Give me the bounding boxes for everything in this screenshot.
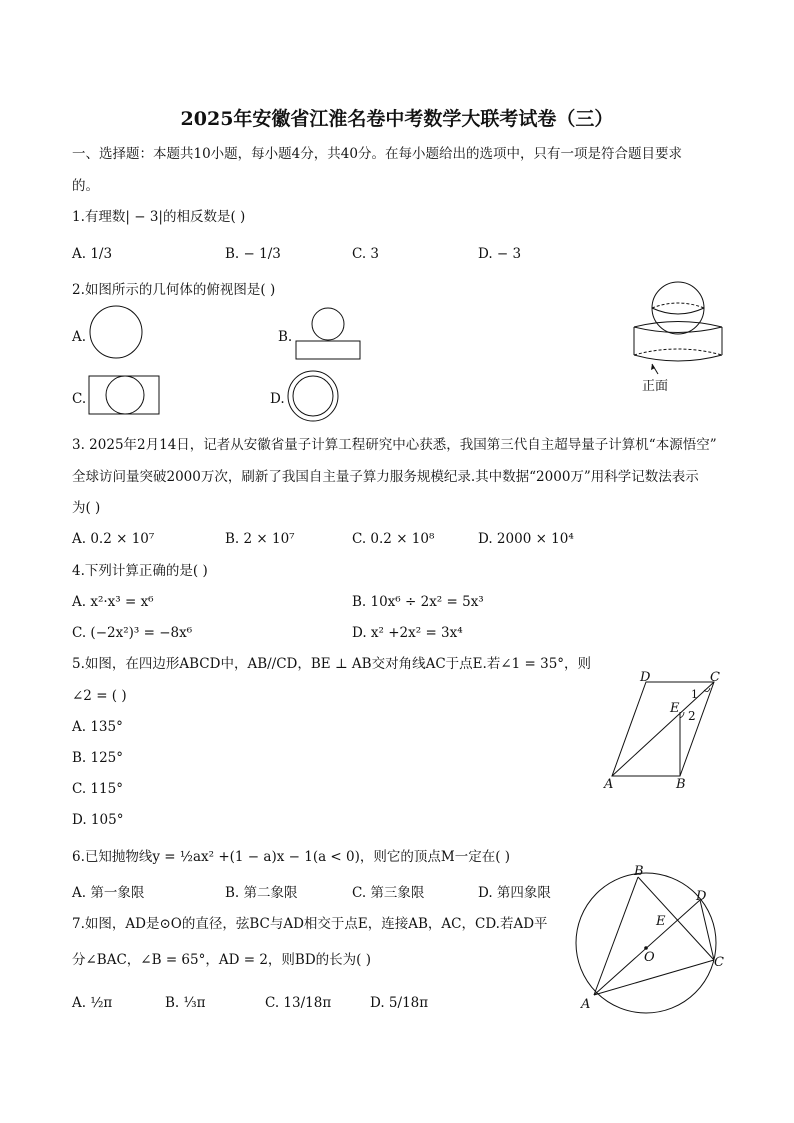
q2-stem: 2.如图所示的几何体的俯视图是( ) <box>72 282 276 298</box>
section-heading: 一、选择题：本题共10小题，每小题4分，共40分。在每小题给出的选项中，只有一项是符合题目要求 <box>72 146 682 162</box>
q3-stem-1: 3. 2025年2月14日，记者从安徽省量子计算工程研究中心获悉，我国第三代自主超导量子计算机“本源悟空” <box>72 437 717 453</box>
q7-option-d[interactable]: D. 5/18π <box>370 995 429 1011</box>
q7-stem-1: 7.如图，AD是⊙O的直径，弦BC与AD相交于点E，连接AB，AC，CD.若AD平 <box>72 916 548 932</box>
q2-option-a[interactable]: A. <box>72 329 87 345</box>
q3-option-a[interactable]: A. 0.2 × 10⁷ <box>72 531 155 547</box>
q7-option-b[interactable]: B. ⅓π <box>165 995 206 1011</box>
q2-option-b-figure <box>295 305 365 365</box>
q1-stem: 1.有理数| − 3|的相反数是( ) <box>72 209 246 225</box>
q7-label-a: A <box>581 997 591 1012</box>
q3-stem-3: 为( ) <box>72 500 101 516</box>
q7-stem-2: 分∠BAC，∠B = 65°，AD = 2，则BD的长为( ) <box>72 952 371 968</box>
q7-label-b: B <box>634 864 644 879</box>
q6-option-c[interactable]: C. 第三象限 <box>352 885 425 901</box>
q3-option-b[interactable]: B. 2 × 10⁷ <box>225 531 295 547</box>
q2-option-b[interactable]: B. <box>278 329 293 345</box>
q3-option-d[interactable]: D. 2000 × 10⁴ <box>478 531 574 547</box>
q5-stem-1: 5.如图，在四边形ABCD中，AB//CD，BE ⊥ AB交对角线AC于点E.若∠1 = 35°，则 <box>72 656 592 672</box>
q2-option-c-figure <box>88 373 163 418</box>
q5-option-a[interactable]: A. 135° <box>72 719 123 735</box>
q5-label-2: 2 <box>688 709 696 723</box>
q7-label-e: E <box>656 914 666 929</box>
q5-option-b[interactable]: B. 125° <box>72 750 124 766</box>
q4-option-c[interactable]: C. (−2x²)³ = −8x⁶ <box>72 625 193 641</box>
q6-option-d[interactable]: D. 第四象限 <box>478 885 551 901</box>
q4-option-a[interactable]: A. x²·x³ = x⁶ <box>72 594 154 610</box>
q7-label-d: D <box>696 889 707 904</box>
page-title: 2025年安徽省江淮名卷中考数学大联考试卷（三） <box>180 108 614 130</box>
q5-label-c: C <box>710 670 720 685</box>
q6-option-b[interactable]: B. 第二象限 <box>225 885 298 901</box>
q5-option-d[interactable]: D. 105° <box>72 812 124 828</box>
q1-option-b[interactable]: B. − 1/3 <box>225 246 281 262</box>
q1-option-d[interactable]: D. − 3 <box>478 246 522 262</box>
q5-option-c[interactable]: C. 115° <box>72 781 123 797</box>
q7-label-o: O <box>644 950 655 965</box>
q7-option-a[interactable]: A. ½π <box>72 995 113 1011</box>
q6-option-a[interactable]: A. 第一象限 <box>72 885 145 901</box>
q7-figure <box>572 865 732 1015</box>
section-heading-cont: 的。 <box>72 178 99 194</box>
q2-option-d[interactable]: D. <box>270 391 285 407</box>
q5-label-b: B <box>676 777 686 792</box>
q2-option-d-figure <box>287 370 342 425</box>
q5-stem-2: ∠2 = ( ) <box>72 688 127 704</box>
q1-option-c[interactable]: C. 3 <box>352 246 380 262</box>
q4-option-d[interactable]: D. x² +2x² = 3x⁴ <box>352 625 463 641</box>
q2-front-label: 正面 <box>642 379 669 394</box>
q5-label-d: D <box>640 670 651 685</box>
q5-label-1: 1 <box>691 688 698 701</box>
q5-label-e: E <box>670 701 680 716</box>
q2-option-a-figure <box>88 305 148 365</box>
q5-figure <box>600 670 730 795</box>
q4-stem: 4.下列计算正确的是( ) <box>72 563 208 579</box>
q7-label-c: C <box>714 955 724 970</box>
q7-option-c[interactable]: C. 13/18π <box>265 995 332 1011</box>
q4-option-b[interactable]: B. 10x⁶ ÷ 2x² = 5x³ <box>352 594 484 610</box>
q6-stem: 6.已知抛物线y = ½ax² +(1 − a)x − 1(a < 0)，则它的顶点M一定在( ) <box>72 849 511 865</box>
q3-stem-2: 全球访问量突破2000万次，刷新了我国自主量子算力服务规模纪录.其中数据“2000万”用科学记数法表示 <box>72 469 699 485</box>
q1-option-a[interactable]: A. 1/3 <box>72 246 113 262</box>
q3-option-c[interactable]: C. 0.2 × 10⁸ <box>352 531 435 547</box>
q5-label-a: A <box>604 777 614 792</box>
q2-option-c[interactable]: C. <box>72 391 87 407</box>
